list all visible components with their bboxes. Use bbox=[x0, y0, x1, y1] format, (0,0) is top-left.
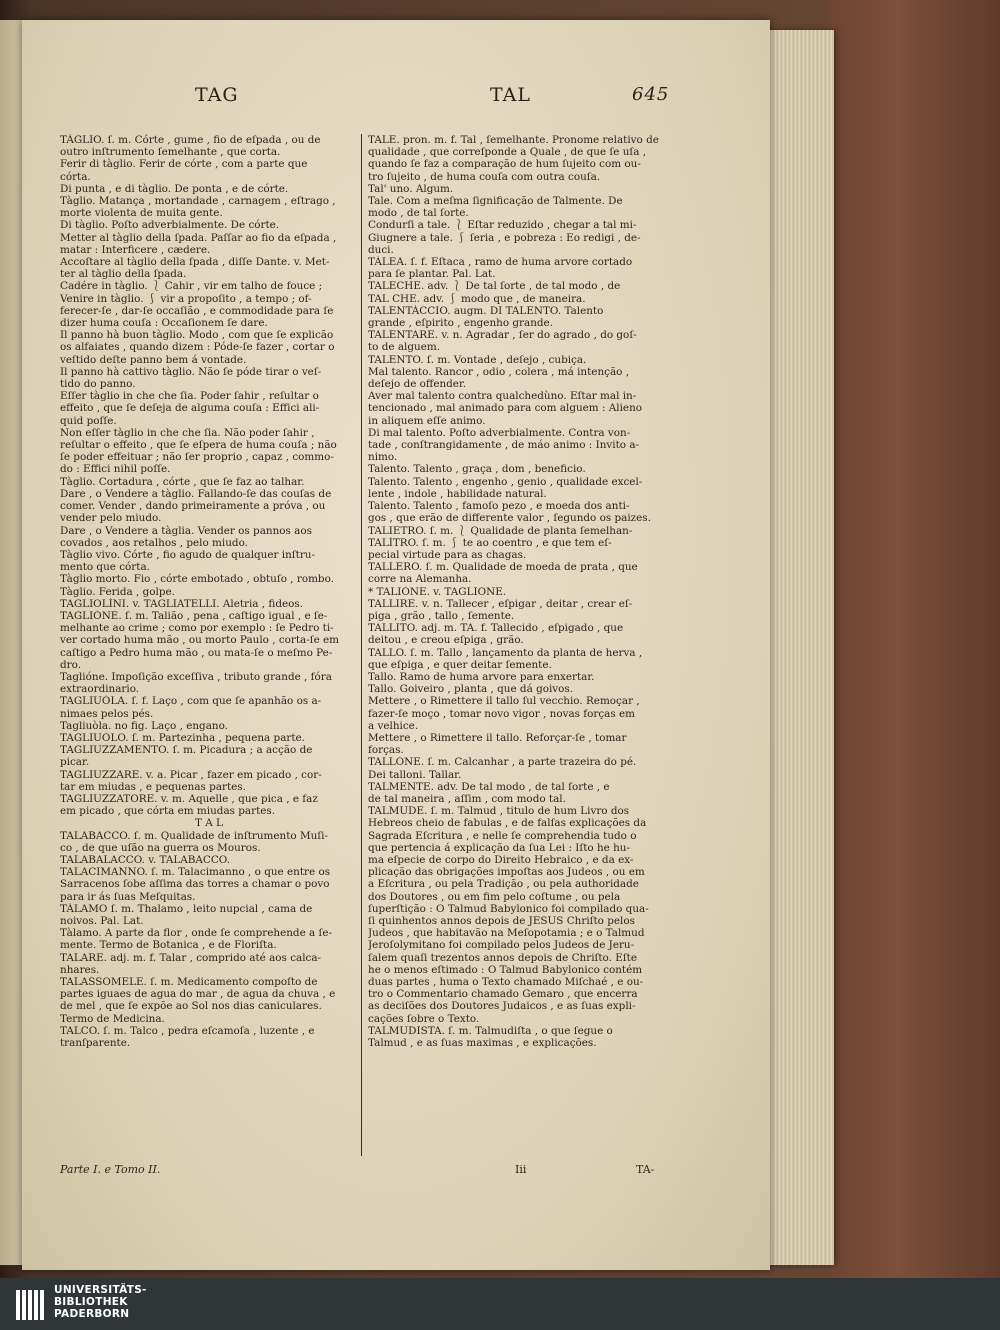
page-edges bbox=[762, 30, 834, 1265]
text-line: TALLITO. adj. m. TA. f. Tallecido , eſpigado , que bbox=[368, 622, 624, 635]
text-line: TAGLIUZZATORE. v. m. Aquelle , que pica , e faz bbox=[60, 792, 318, 805]
text-line: Tagliuòla. no fig. Laço , engano. bbox=[60, 719, 228, 732]
text-line: Il panno hà cattivo tàglio. Não ſe póde tirar o veſ- bbox=[60, 365, 322, 378]
text-line: Tallo. Ramo de huma arvore para enxertar. bbox=[368, 670, 595, 683]
text-line: deſejo de offender. bbox=[368, 378, 467, 391]
text-line: duci. bbox=[368, 243, 394, 256]
text-line: TAL CHE. adv. ⎰ modo que , de maneira. bbox=[368, 292, 586, 305]
text-line: Il panno hà buon tàglio. Modo , com que ſe explicão bbox=[60, 329, 334, 342]
text-line: Tal' uno. Algum. bbox=[368, 182, 454, 195]
text-line: TÀLEA. ſ. f. Eſtaca , ramo de huma arvore cortado bbox=[368, 256, 633, 269]
text-line: tido do panno. bbox=[60, 378, 136, 391]
text-line: nimo. bbox=[368, 451, 398, 464]
text-line: grande , eſpirito , engenho grande. bbox=[368, 317, 554, 330]
text-line: dizer huma couſa : Occaſionem ſe dare. bbox=[60, 317, 268, 330]
text-line: ſalem quaſi trezentos annos depois de Chriſto. Eſte bbox=[368, 951, 637, 964]
text-line: TALMENTE. adv. De tal modo , de tal ſorte , e bbox=[368, 780, 610, 793]
text-line: noivos. Pal. Lat. bbox=[60, 915, 144, 927]
text-line: Tàglio. Matança , mortandade , carnagem , eſtrago , bbox=[60, 195, 336, 208]
text-line: TALARE. adj. m. f. Talar , comprido até aos calca- bbox=[60, 951, 322, 964]
text-line: duas partes , huma o Texto chamado Miſchaé , e ou- bbox=[368, 976, 644, 989]
text-line: Judeos , que habitavão na Meſopotamia ; e o Talmud bbox=[368, 927, 645, 940]
text-line: TALABACCO. ſ. m. Qualidade de inſtrumento Muſi- bbox=[60, 829, 328, 842]
text-line: Ferir di tàglio. Ferir de córte , com a parte que bbox=[60, 158, 308, 171]
footer-volume: Parte I. e Tomo II. bbox=[60, 1163, 161, 1176]
text-line: picar. bbox=[60, 756, 90, 769]
text-line: TALLIRE. v. n. Tallecer , eſpigar , deitar , crear eſ- bbox=[368, 597, 633, 610]
text-line: TALIETRO. ſ. m. ⎱ Qualidade de planta ſemelhan- bbox=[368, 524, 633, 537]
running-head-right: TAL bbox=[490, 84, 531, 106]
text-line: Di tàglio. Poſto adverbialmente. De córte. bbox=[60, 219, 280, 232]
text-line: TALECHE. adv. ⎱ De tal ſorte , de tal modo , de bbox=[368, 280, 621, 293]
text-line: TALABALACCO. v. TALABACCO. bbox=[60, 853, 230, 866]
text-line: Tale. Com a meſma ſignificação de Talmente. De bbox=[368, 195, 623, 208]
text-line: TALASSOMELE. ſ. m. Medicamento compoſto de bbox=[60, 976, 318, 989]
text-line: TALLÒNE. ſ. m. Calcanhar , a parte trazeira do pé. bbox=[368, 756, 637, 769]
page-number: 645 bbox=[632, 84, 670, 105]
text-line: ſuperſtição : O Talmud Babylonico foi compilado qua- bbox=[368, 902, 649, 915]
text-line: partes iguaes de agua do mar , de agua da chuva , e bbox=[60, 988, 336, 1001]
text-line: Sarracenos ſobe aſſima das torres a chamar o povo bbox=[60, 878, 330, 891]
text-line: TAGLIUÒLO. ſ. m. Partezinha , pequena parte. bbox=[60, 731, 305, 744]
text-line: ver cortado huma mão , ou morto Paulo , corta-ſe em bbox=[60, 634, 340, 647]
text-line: que pertencia á explicação da ſua Lei : Iſto he hu- bbox=[368, 841, 630, 854]
text-line: quid poſſe. bbox=[60, 414, 117, 427]
text-line: Tàlamo. A parte da flor , onde ſe comprehende a ſe- bbox=[60, 927, 333, 940]
text-line: Di mal talento. Poſto adverbialmente. Contra von- bbox=[368, 426, 631, 439]
text-line: to de alguem. bbox=[368, 341, 441, 354]
text-line: gos , que erão de differente valor , ſegundo os paizes. bbox=[368, 512, 651, 525]
running-head-left: TAG bbox=[195, 84, 239, 106]
library-banner bbox=[0, 1278, 1000, 1330]
text-line: covados , aos retalhos , pelo miudo. bbox=[60, 536, 248, 549]
text-line: deitou , e creou eſpiga , grão. bbox=[368, 634, 524, 647]
text-line: para ſe plantar. Pal. Lat. bbox=[368, 268, 496, 281]
text-line: TALE. pron. m. f. Tal , ſemelhante. Pronome relativo de bbox=[368, 134, 659, 146]
text-line: do : Effici nihil poſſe. bbox=[60, 463, 171, 476]
text-line: córta. bbox=[60, 170, 91, 183]
text-line: Tàglio morto. Fio , córte embotado , obtuſo , rombo. bbox=[60, 573, 334, 586]
text-line: para ir ás ſuas Meſquitas. bbox=[60, 890, 196, 903]
text-line: Aver mal talento contra qualchedùno. Eſtar mal in- bbox=[368, 390, 637, 403]
text-line: comer. Vender , dando primeiramente a próva , ou bbox=[60, 500, 326, 513]
text-line: as deciſões dos Doutores Judaicos , e as ſuas expli- bbox=[368, 1000, 636, 1013]
text-line: Taglióne. Impoſição exceſſiva , tributo grande , fóra bbox=[60, 670, 332, 683]
text-line: Non eſſer tàglio in che che ſia. Não poder ſahir , bbox=[60, 426, 315, 439]
text-line: mento que córta. bbox=[60, 561, 150, 574]
text-line: Hebreos cheio de fabulas , e de falſas explicações da bbox=[368, 817, 647, 830]
text-line: TAGLIUZZAMENTO. ſ. m. Picadura ; a acção de bbox=[60, 744, 313, 757]
library-name-line3: PADERBORN bbox=[54, 1308, 130, 1320]
text-line: TALLO. ſ. m. Tallo , lançamento da planta de herva , bbox=[368, 646, 643, 659]
library-name-line1: UNIVERSITÄTS- bbox=[54, 1284, 147, 1296]
text-line: Tàglio. Ferida , golpe. bbox=[60, 585, 175, 598]
text-line: piga , grão , tallo , ſemente. bbox=[368, 609, 515, 622]
text-line: Tàglio. Cortadura , córte , que ſe faz ao talhar. bbox=[60, 475, 305, 488]
text-line: dos Doutores , ou em fim pelo coſtume , ou pela bbox=[368, 890, 621, 903]
library-name bbox=[54, 1284, 147, 1320]
text-line: TALCO. ſ. m. Talco , pedra eſcamoſa , luzente , e bbox=[60, 1024, 315, 1037]
text-line: nimaes pelos pés. bbox=[60, 707, 154, 720]
text-line: quando ſe faz a comparação de hum ſujeito com ou- bbox=[368, 158, 641, 171]
library-logo-icon bbox=[14, 1288, 48, 1322]
right-column bbox=[368, 134, 668, 1049]
text-line: TAGLIÒNE. ſ. m. Talião , pena , caſtigo igual , e ſe- bbox=[60, 609, 328, 622]
text-line: Tàglio vivo. Córte , fio agudo de qualquer inſtru- bbox=[60, 548, 316, 561]
footer-catchword: TA- bbox=[636, 1163, 655, 1176]
footer-signature: Iii bbox=[515, 1163, 527, 1176]
text-line: Jeroſolymitano foi compilado pelos Judeos de Jeru- bbox=[368, 939, 635, 952]
text-line: Mal talento. Rancor , odio , colera , má intenção , bbox=[368, 365, 630, 378]
text-line: TALENTARE. v. n. Agradar , ſer do agrado , do goſ- bbox=[368, 329, 637, 342]
text-line: co , de que uſão na guerra os Mouros. bbox=[60, 841, 261, 854]
text-line: TAGLIUZZARE. v. a. Picar , fazer em picado , cor- bbox=[60, 768, 322, 781]
text-line: vender pelo miudo. bbox=[60, 512, 162, 525]
text-line: TAGLIUÒLA. ſ. f. Laço , com que ſe apanhão os a- bbox=[60, 695, 322, 708]
text-line: caſtigo a Pedro huma mão , ou mata-ſe o meſmo Pe- bbox=[60, 646, 333, 659]
text-line: Mettere , o Rimettere il tallo. Reforçar-ſe , tomar bbox=[368, 731, 627, 744]
text-line: * TALIÒNE. v. TAGLIONE. bbox=[368, 585, 507, 598]
text-line: Dei talloni. Tallar. bbox=[368, 768, 462, 781]
text-line: Talmud , e as ſuas maximas , e explicações. bbox=[368, 1037, 597, 1050]
text-line: ſe poder effeituar ; não ſer proprio , capaz , commo- bbox=[60, 451, 334, 464]
text-line: dro. bbox=[60, 658, 81, 671]
text-line: TALMUDE. ſ. m. Talmud , titulo de hum Livro dos bbox=[368, 805, 630, 818]
text-line: Dare , o Vendere a tàglia. Vender os pannos aos bbox=[60, 524, 312, 537]
text-line: lente , indole , habilidade natural. bbox=[368, 487, 547, 500]
text-line: cações ſobre o Texto. bbox=[368, 1012, 480, 1025]
text-line: TALLERO. ſ. m. Qualidade de moeda de prata , que bbox=[368, 561, 638, 574]
text-line: TÀLAMO ſ. m. Thalamo , leito nupcial , cama de bbox=[60, 902, 313, 915]
text-line: em picado , que córta em miudas partes. bbox=[60, 805, 276, 818]
text-line: forças. bbox=[368, 744, 404, 757]
text-line: Giugnere a tale. ⎰ ſeria , e pobreza : Eo redigi , de- bbox=[368, 231, 641, 244]
text-line: tencionado , mal animado para com alguem : Alieno bbox=[368, 402, 643, 415]
text-line: Sagrada Eſcritura , e nelle ſe comprehendia tudo o bbox=[368, 829, 637, 842]
text-line: tade , conſtrangidamente , de máo animo : Invito a- bbox=[368, 439, 640, 452]
text-line: in aliquem eſſe animo. bbox=[368, 414, 486, 427]
text-line: Talento. Talento , engenho , genio , qualidade excel- bbox=[368, 475, 643, 488]
text-line: Metter al tàglio della ſpada. Paſſar ao fio da eſpada , bbox=[60, 231, 337, 244]
text-line: plicação das obrigações impoſtas aos Judeos , ou em bbox=[368, 866, 645, 879]
text-line: melhante ao crime ; como por exemplo : ſe Pedro ti- bbox=[60, 622, 334, 635]
text-line: effeito , que ſe deſeja de alguma couſa : Effici ali- bbox=[60, 402, 320, 415]
text-line: Talento. Talento , graça , dom , beneficio. bbox=[368, 463, 586, 476]
text-line: Cadére in tàglio. ⎱ Cahir , vir em talho de fouce ; bbox=[60, 280, 323, 293]
text-line: TAGLIOLÌNI. v. TAGLIATELLI. Aletria , fideos. bbox=[60, 597, 304, 610]
text-line: Termo de Medicina. bbox=[60, 1012, 165, 1025]
text-line: tro ſujeito , de huma couſa com outra couſa. bbox=[368, 170, 601, 183]
text-line: ter al tàglio della ſpada. bbox=[60, 268, 187, 281]
text-line: modo , de tal ſorte. bbox=[368, 207, 469, 220]
text-line: mente. Termo de Botanica , e de Floriſta. bbox=[60, 939, 277, 952]
text-line: corre na Alemanha. bbox=[368, 573, 472, 586]
text-line: veſtido deſte panno bem á vontade. bbox=[60, 353, 247, 366]
text-line: que eſpiga , e quer deitar ſemente. bbox=[368, 658, 552, 671]
text-line: Mettere , o Rimettere il tallo ſul vecchio. Remoçar , bbox=[368, 695, 640, 708]
text-line: reſultar o effeito , que ſe eſpera de huma couſa ; não bbox=[60, 439, 337, 452]
text-line: matar : Interficere , cædere. bbox=[60, 243, 211, 256]
text-line: Venire in tàglio. ⎰ vir a propoſito , a tempo ; of- bbox=[60, 292, 312, 305]
text-line: TALMUDISTA. ſ. m. Talmudiſta , o que ſegue o bbox=[368, 1024, 613, 1037]
text-line: nhares. bbox=[60, 963, 100, 976]
text-line: TÀGLIO. ſ. m. Córte , gume , fio de eſpada , ou de bbox=[60, 134, 321, 146]
text-line: he o menos eſtimado : O Talmud Babylonico contém bbox=[368, 963, 643, 976]
text-line: TALACIMANNO. ſ. m. Talacimanno , o que entre os bbox=[60, 866, 331, 879]
text-line: TALÌTRO. ſ. m. ⎰ te ao coentro , e que tem eſ- bbox=[368, 536, 612, 549]
text-line: ſi quinhentos annos depois de JESUS Chriſto pelos bbox=[368, 915, 635, 927]
text-line: outro inſtrumento ſemelhante , que corta. bbox=[60, 146, 281, 159]
column-rule bbox=[361, 134, 362, 1156]
text-line: os alfaiates , quando dizem : Póde-ſe fazer , cortar o bbox=[60, 341, 335, 354]
library-name-line2: BIBLIOTHEK bbox=[54, 1296, 128, 1308]
text-line: fazer-ſe moço , tomar novo vigor , novas forças em bbox=[368, 707, 636, 720]
text-line: tro o Commentario chamado Gemaro , que encerra bbox=[368, 988, 638, 1001]
text-line: TALENTO. ſ. m. Vontade , deſejo , cubiça. bbox=[368, 353, 587, 366]
text-line: extraordinario. bbox=[60, 683, 140, 696]
text-line: tar em miudas , e pequenas partes. bbox=[60, 780, 246, 793]
text-line: Di punta , e di tàglio. De ponta , e de córte. bbox=[60, 182, 289, 195]
text-line: tranſparente. bbox=[60, 1037, 131, 1050]
text-line: pecial virtude para as chagas. bbox=[368, 548, 527, 561]
text-line: ma eſpecie de corpo do Direito Hebraico , e da ex- bbox=[368, 853, 634, 866]
text-line: qualidade , que correſponde a Quale , de que ſe uſa , bbox=[368, 146, 647, 159]
text-line: Accoſtare al tàglio della ſpada , diſſe Dante. v. Met- bbox=[60, 256, 330, 269]
text-line: morte violenta de muita gente. bbox=[60, 207, 223, 220]
book-cover bbox=[830, 0, 1000, 1278]
text-line: TALENTÀCCIO. augm. DI TALENTO. Talento bbox=[368, 304, 604, 317]
text-line: Eſſer tàglio in che che ſia. Poder ſahir , reſultar o bbox=[60, 390, 319, 403]
text-line: Condurſi a tale. ⎱ Eſtar reduzido , chegar a tal mi- bbox=[368, 219, 637, 232]
text-line: Tallo. Goiveiro , planta , que dá goivos. bbox=[368, 683, 574, 696]
text-line: T A L bbox=[195, 817, 223, 830]
text-line: a Eſcritura , ou pela Tradição , ou pela authoridade bbox=[368, 878, 639, 891]
text-line: de mel , que ſe expõe ao Sol nos dias caniculares. bbox=[60, 1000, 322, 1013]
text-line: de tal maneira , aſſim , com modo tal. bbox=[368, 792, 566, 805]
text-line: Dare , o Vendere a tàglio. Fallando-ſe das couſas de bbox=[60, 487, 332, 500]
text-line: a velhice. bbox=[368, 719, 419, 732]
text-line: ferecer-ſe , dar-ſe occaſião , e commodidade para ſe bbox=[60, 304, 334, 317]
text-line: Talento. Talento , famoſo pezo , e moeda dos anti- bbox=[368, 500, 630, 513]
left-column bbox=[60, 134, 358, 1049]
